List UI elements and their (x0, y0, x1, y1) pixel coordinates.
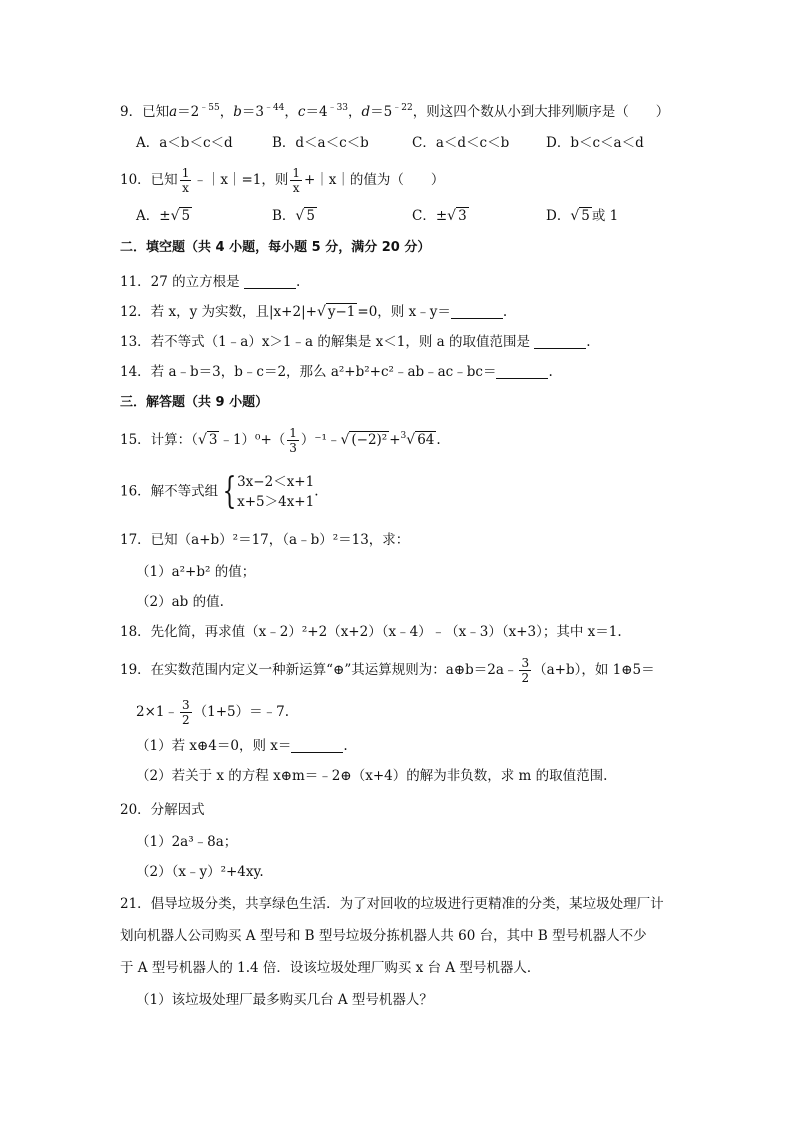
q13-text: 13．若不等式（1﹣a）x＞1﹣a 的解集是 x＜1，则 a 的取值范围是 (120, 334, 530, 350)
q19-stem1: 19．在实数范围内定义一种新运算“⊕”其运算规则为：a⊕b＝2a﹣ (120, 662, 518, 678)
answer-blank (451, 304, 503, 319)
q12-prefix: 12．若 x，y 为实数，且|x+2|+ (120, 304, 317, 320)
q9-c-val: ＝4 (305, 104, 328, 120)
answer-blank (244, 274, 296, 289)
q9-c-exp: ﹣33 (327, 103, 349, 113)
q19-p1-text: （1）若 x⊕4＝0，则 x＝ (136, 738, 292, 754)
question-21-line-3: 于 A 型号机器人的 1.4 倍．设该垃圾处理厂购买 x 台 A 型号机器人． (120, 960, 541, 976)
question-14: 14．若 a﹣b＝3，b﹣c＝2，那么 a²+b²+c²﹣ab﹣ac﹣bc＝ . (120, 364, 553, 380)
q15-fraction (287, 426, 299, 455)
radicand: 5 (181, 208, 191, 224)
opt-label: D． (546, 208, 571, 224)
sqrt-symbol: √ 5 (570, 208, 590, 224)
sqrt-symbol: √ 3 (197, 432, 218, 448)
q10-option-a (136, 206, 192, 226)
q10-mid1: ﹣｜x｜=1，则 (193, 172, 289, 188)
q17-part-1: （1）a²+b² 的值； (136, 564, 256, 580)
q19-part-2: （2）若关于 x 的方程 x⊕m＝﹣2⊕（x+4）的解为非负数，求 m 的取值范围. (136, 768, 608, 784)
sqrt-symbol: √ 5 (170, 208, 191, 224)
question-13: 13．若不等式（1﹣a）x＞1﹣a 的解集是 x＜1，则 a 的取值范围是 . (120, 334, 591, 350)
q10-option-b (272, 206, 317, 226)
inequality-1: 3x−2＜x+1 (237, 474, 315, 490)
q9-d-val: ＝5 (370, 104, 393, 120)
q21-part-1: （1）该垃圾处理厂最多购买几台 A 型号机器人？ (136, 992, 433, 1008)
question-18: 18．先化简，再求值（x﹣2）²+2（x+2）（x﹣4）﹣（x﹣3）（x+3）；其中 x＝1. (120, 624, 622, 640)
q16-prefix: 16．解不等式组 (120, 483, 219, 500)
answer-blank (291, 738, 343, 753)
radicand: 64 (417, 432, 435, 448)
q10-option-c (412, 206, 469, 226)
question-10 (120, 166, 444, 195)
radicand: 5 (306, 208, 315, 224)
frac-num: 1 (181, 166, 190, 180)
frac-den: x (180, 180, 192, 195)
question-20: 20．分解因式 (120, 802, 205, 818)
radicand: 5 (581, 208, 590, 224)
q9-suffix: ，则这四个数从小到大排列顺序是（ ） (412, 104, 670, 120)
q9-d-exp: ﹣22 (392, 103, 413, 113)
q10-fraction-1 (180, 166, 192, 195)
var-b: b (233, 104, 242, 120)
answer-blank (496, 364, 548, 379)
sqrt-symbol: √ 5 (295, 208, 315, 224)
q9-option-d: D．b＜c＜a＜d (546, 135, 644, 151)
q19-stem1b: （a+b），如 1⊕5＝ (533, 662, 655, 678)
end-mark: . (314, 483, 319, 500)
q9-option-a: A．a＜b＜c＜d (136, 135, 233, 151)
q14-text: 14．若 a﹣b＝3，b﹣c＝2，那么 a²+b²+c²﹣ab﹣ac﹣bc＝ (120, 364, 497, 380)
inequality-system (237, 472, 314, 512)
end-mark: . (436, 432, 441, 448)
q20-part-2: （2）（x﹣y）²+4xy. (136, 864, 264, 880)
q19-fraction-2 (180, 698, 192, 727)
q10-fraction-2 (290, 166, 302, 195)
q10-mid2: +｜x｜的值为（ ） (303, 172, 445, 188)
question-15 (120, 426, 441, 455)
question-17: 17．已知（a+b）²＝17，（a﹣b）²＝13，求： (120, 532, 410, 548)
question-19 (120, 656, 655, 685)
question-11: 11．27 的立方根是 . (120, 274, 301, 290)
q9-prefix: 9．已知 (120, 104, 170, 120)
opt-label: C．± (412, 208, 448, 224)
q15-mid: ﹣1）⁰+（ (219, 432, 286, 448)
radicand: 3 (458, 208, 467, 224)
section-2-heading: 二．填空题（共 4 小题，每小题 5 分，满分 20 分） (120, 240, 431, 255)
q20-part-1: （1）2a³﹣8a； (136, 834, 238, 850)
opt-label: B． (272, 208, 296, 224)
frac-den: 2 (182, 713, 190, 727)
question-21-line-2: 划向机器人公司购买 A 型号和 B 型号垃圾分拣机器人共 60 台，其中 B 型号机器人不少 (120, 928, 647, 944)
var-a: a (169, 104, 178, 120)
q17-part-2: （2）ab 的值. (136, 594, 224, 610)
q15-mid2: ）⁻¹﹣ (300, 432, 341, 448)
frac-num: 3 (521, 656, 530, 670)
radicand: (−2)² (351, 432, 388, 448)
sqrt-symbol: √ y−1 (316, 304, 356, 320)
frac-num: 1 (289, 426, 297, 440)
q9-a-exp: ﹣55 (199, 103, 220, 113)
question-9: 9．已知$a=2^{﹣55}$，$b=3^{﹣44}$，$c=4^{﹣33}$，$d=5^{﹣22}$，则这四个数从小到大排列顺序是（ ） (120, 103, 670, 120)
q9-a-val: ＝2 (177, 104, 200, 120)
q9-b-exp: ﹣44 (263, 103, 285, 113)
frac-den: x (290, 180, 302, 195)
inequality-2: x+5＞4x+1 (237, 494, 315, 510)
q12-suffix: =0，则 x﹣y＝ (357, 304, 451, 320)
q11-text: 11．27 的立方根是 (120, 274, 240, 290)
q19-stem2b: （1+5）＝﹣7. (193, 704, 290, 720)
frac-den: 3 (289, 441, 297, 455)
q9-option-c: C．a＜d＜c＜b (412, 135, 510, 151)
q10-prefix: 10．已知 (120, 172, 178, 188)
q10-option-d (546, 206, 618, 226)
q19-stem2a: 2×1﹣ (136, 704, 178, 720)
q9-option-b: B．d＜a＜c＜b (272, 135, 369, 151)
radicand: y−1 (327, 304, 356, 320)
plus-sign: + (389, 432, 401, 448)
section-3-heading: 三．解答题（共 9 小题） (120, 395, 269, 410)
question-12: 12．若 x，y 为实数，且|x+2|+√ y−1 =0，则 x﹣y＝ . (120, 304, 508, 320)
frac-num: 3 (182, 698, 190, 712)
cbrt-symbol: √ 64 (406, 432, 435, 448)
q19-fraction (519, 656, 531, 685)
frac-num: 1 (292, 166, 300, 180)
var-d: d (361, 104, 371, 120)
question-16 (120, 472, 319, 512)
q19-example (136, 698, 289, 727)
q9-b-val: ＝3 (241, 104, 264, 120)
frac-den: 2 (521, 671, 530, 685)
cube-root-index: 3 (400, 431, 407, 441)
opt-label: A．± (136, 208, 171, 224)
system-brace: { (222, 471, 237, 512)
q15-prefix: 15．计算：（ (120, 432, 198, 448)
opt-suffix: 或 1 (591, 208, 619, 224)
question-21-line-1: 21．倡导垃圾分类，共享绿色生活．为了对回收的垃圾进行更精准的分类，某垃圾处理厂计 (120, 896, 664, 912)
sqrt-symbol: √ 3 (447, 208, 467, 224)
answer-blank (534, 334, 586, 349)
sqrt-symbol: √ (−2)² (340, 432, 388, 448)
radicand: 3 (208, 432, 218, 448)
var-c: c (297, 104, 306, 120)
q19-part-1: （1）若 x⊕4＝0，则 x＝ . (136, 738, 348, 754)
